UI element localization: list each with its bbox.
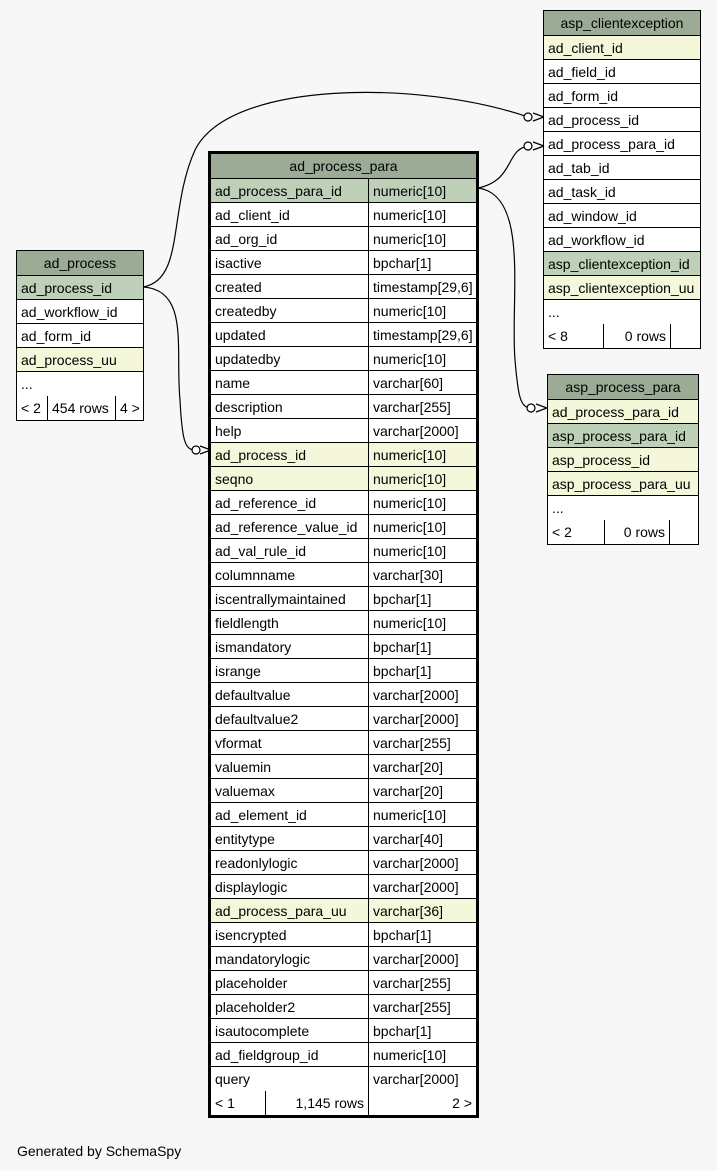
cardinality-circle xyxy=(524,142,532,150)
column-row[interactable] xyxy=(211,827,476,851)
column-name: query xyxy=(211,1067,368,1091)
column-name: ... xyxy=(17,372,143,396)
table-ad-process[interactable] xyxy=(16,250,144,421)
column-row[interactable] xyxy=(211,443,476,467)
column-row[interactable] xyxy=(544,60,700,84)
column-type: numeric[10] xyxy=(368,443,476,466)
column-name: ad_form_id xyxy=(17,324,143,347)
column-name: ad_process_para_id xyxy=(211,179,368,202)
column-row[interactable] xyxy=(211,203,476,227)
column-name: ad_val_rule_id xyxy=(211,539,368,562)
column-name: ad_client_id xyxy=(211,203,368,226)
column-row[interactable] xyxy=(211,563,476,587)
column-row[interactable] xyxy=(211,851,476,875)
column-name: ad_process_id xyxy=(211,443,368,466)
column-type: varchar[20] xyxy=(368,755,476,778)
column-row[interactable] xyxy=(211,515,476,539)
column-type: varchar[36] xyxy=(368,899,476,922)
column-row[interactable] xyxy=(211,419,476,443)
children-count: 4 > xyxy=(115,396,143,420)
table-title: asp_process_para xyxy=(548,375,698,400)
column-name: ad_client_id xyxy=(544,36,700,59)
column-name: ad_process_para_id xyxy=(544,132,700,155)
column-row[interactable] xyxy=(211,539,476,563)
column-row[interactable] xyxy=(211,227,476,251)
column-name: created xyxy=(211,275,368,298)
column-name: asp_process_para_id xyxy=(548,424,698,447)
row-count: 0 rows xyxy=(604,520,669,544)
column-name: name xyxy=(211,371,368,394)
column-row[interactable] xyxy=(544,228,700,252)
column-name: ad_process_id xyxy=(17,276,143,299)
cardinality-circle xyxy=(192,446,200,454)
column-type: varchar[30] xyxy=(368,563,476,586)
column-row[interactable] xyxy=(211,491,476,515)
column-type: numeric[10] xyxy=(368,515,476,538)
column-row[interactable] xyxy=(211,923,476,947)
column-row[interactable] xyxy=(211,467,476,491)
column-row[interactable] xyxy=(211,971,476,995)
column-name: valuemax xyxy=(211,779,368,802)
column-name: isencrypted xyxy=(211,923,368,946)
column-name: asp_clientexception_id xyxy=(544,252,700,275)
column-name: ad_process_uu xyxy=(17,348,143,371)
column-type: varchar[255] xyxy=(368,395,476,418)
column-row[interactable] xyxy=(544,36,700,60)
column-name: iscentrallymaintained xyxy=(211,587,368,610)
column-name: fieldlength xyxy=(211,611,368,634)
column-row[interactable] xyxy=(211,347,476,371)
table-footer xyxy=(211,1091,476,1115)
column-row[interactable] xyxy=(544,132,700,156)
column-row[interactable] xyxy=(544,180,700,204)
column-name: ad_workflow_id xyxy=(17,300,143,323)
column-name: defaultvalue xyxy=(211,683,368,706)
column-row[interactable] xyxy=(211,611,476,635)
column-type: varchar[255] xyxy=(368,971,476,994)
column-name: asp_process_para_uu xyxy=(548,472,698,495)
column-name: ad_form_id xyxy=(544,84,700,107)
column-name: mandatorylogic xyxy=(211,947,368,970)
children-count xyxy=(670,324,700,348)
relationship-para-to-asp-process-para xyxy=(478,188,531,408)
column-name: defaultvalue2 xyxy=(211,707,368,730)
column-row[interactable] xyxy=(211,275,476,299)
column-name: valuemin xyxy=(211,755,368,778)
column-type: bpchar[1] xyxy=(368,659,476,682)
column-name: isautocomplete xyxy=(211,1019,368,1042)
column-row[interactable] xyxy=(211,683,476,707)
table-asp-process-para[interactable] xyxy=(547,374,699,545)
children-count xyxy=(669,520,698,544)
column-name: asp_process_id xyxy=(548,448,698,471)
table-footer xyxy=(548,520,698,544)
cardinality-circle xyxy=(524,113,532,121)
row-count: 1,145 rows xyxy=(265,1091,368,1115)
column-name: ad_element_id xyxy=(211,803,368,826)
column-name: isrange xyxy=(211,659,368,682)
column-name: vformat xyxy=(211,731,368,754)
column-name: ad_reference_value_id xyxy=(211,515,368,538)
parents-count: < 2 xyxy=(552,524,572,540)
column-name: ad_process_para_id xyxy=(548,400,698,423)
table-footer xyxy=(544,324,700,348)
column-row[interactable] xyxy=(211,803,476,827)
column-name: ad_reference_id xyxy=(211,491,368,514)
column-row[interactable] xyxy=(211,875,476,899)
column-row[interactable] xyxy=(211,731,476,755)
column-type: varchar[60] xyxy=(368,371,476,394)
column-name: ad_fieldgroup_id xyxy=(211,1043,368,1066)
column-type: numeric[10] xyxy=(368,347,476,370)
column-row[interactable] xyxy=(211,179,476,203)
column-type: timestamp[29,6] xyxy=(368,323,476,346)
column-name: ad_field_id xyxy=(544,60,700,83)
column-row[interactable] xyxy=(544,84,700,108)
column-row[interactable] xyxy=(544,204,700,228)
column-row[interactable] xyxy=(211,635,476,659)
table-title: ad_process xyxy=(17,251,143,276)
column-name: ad_window_id xyxy=(544,204,700,227)
parents-count: < 8 xyxy=(548,328,568,344)
column-row[interactable] xyxy=(17,324,143,348)
column-name: createdby xyxy=(211,299,368,322)
column-type: timestamp[29,6] xyxy=(368,275,476,298)
column-name: ad_workflow_id xyxy=(544,228,700,251)
table-title: asp_clientexception xyxy=(544,11,700,36)
column-name: ... xyxy=(548,496,698,520)
column-row[interactable] xyxy=(544,156,700,180)
column-row[interactable] xyxy=(548,448,698,472)
column-row[interactable] xyxy=(17,348,143,372)
column-row[interactable] xyxy=(548,400,698,424)
column-row[interactable] xyxy=(211,299,476,323)
column-name: ad_tab_id xyxy=(544,156,700,179)
column-type: varchar[2000] xyxy=(368,707,476,730)
column-type: numeric[10] xyxy=(368,467,476,490)
column-name: ismandatory xyxy=(211,635,368,658)
row-count: 454 rows xyxy=(47,396,115,420)
column-type: varchar[255] xyxy=(368,731,476,754)
cardinality-circle xyxy=(527,404,535,412)
column-row[interactable] xyxy=(544,252,700,276)
column-type: numeric[10] xyxy=(368,203,476,226)
column-name: description xyxy=(211,395,368,418)
column-row[interactable] xyxy=(211,251,476,275)
column-type: numeric[10] xyxy=(368,803,476,826)
column-type: numeric[10] xyxy=(368,539,476,562)
column-row[interactable] xyxy=(211,371,476,395)
table-title: ad_process_para xyxy=(211,154,476,179)
column-row[interactable] xyxy=(211,323,476,347)
column-row[interactable] xyxy=(211,659,476,683)
column-name: ad_task_id xyxy=(544,180,700,203)
column-type: varchar[2000] xyxy=(368,419,476,442)
parents-count: < 2 xyxy=(21,400,41,416)
column-row[interactable] xyxy=(17,276,143,300)
column-type: varchar[2000] xyxy=(368,947,476,970)
column-row[interactable] xyxy=(544,276,700,300)
column-type: varchar[2000] xyxy=(368,683,476,706)
column-name: entitytype xyxy=(211,827,368,850)
column-type: varchar[2000] xyxy=(368,851,476,874)
column-name: asp_clientexception_uu xyxy=(544,276,700,299)
column-type: bpchar[1] xyxy=(368,1019,476,1042)
column-row[interactable] xyxy=(211,899,476,923)
column-row[interactable] xyxy=(544,300,700,324)
column-name: columnname xyxy=(211,563,368,586)
column-type: numeric[10] xyxy=(368,491,476,514)
column-name: isactive xyxy=(211,251,368,274)
row-count: 0 rows xyxy=(603,324,670,348)
column-row[interactable] xyxy=(211,1019,476,1043)
column-type: numeric[10] xyxy=(368,179,476,202)
column-type: bpchar[1] xyxy=(368,635,476,658)
generated-by-label: Generated by SchemaSpy xyxy=(17,1143,182,1159)
column-name: ad_process_para_uu xyxy=(211,899,368,922)
column-type: varchar[20] xyxy=(368,779,476,802)
column-row[interactable] xyxy=(17,300,143,324)
column-name: seqno xyxy=(211,467,368,490)
column-name: help xyxy=(211,419,368,442)
column-type: bpchar[1] xyxy=(368,251,476,274)
column-type: numeric[10] xyxy=(368,299,476,322)
column-name: placeholder2 xyxy=(211,995,368,1018)
column-type: bpchar[1] xyxy=(368,587,476,610)
column-row[interactable] xyxy=(211,395,476,419)
table-footer xyxy=(17,396,143,420)
column-name: ... xyxy=(544,300,700,324)
column-name: updatedby xyxy=(211,347,368,370)
children-count: 2 > xyxy=(368,1091,476,1115)
column-row[interactable] xyxy=(211,947,476,971)
column-row[interactable] xyxy=(211,707,476,731)
column-row[interactable] xyxy=(211,755,476,779)
column-name: ad_org_id xyxy=(211,227,368,250)
column-type: numeric[10] xyxy=(368,1043,476,1066)
column-row[interactable] xyxy=(17,372,143,396)
column-type: varchar[40] xyxy=(368,827,476,850)
column-name: ad_process_id xyxy=(544,108,700,131)
column-type: varchar[2000] xyxy=(368,875,476,898)
column-row[interactable] xyxy=(548,424,698,448)
relationship-process-to-process-para xyxy=(143,287,195,450)
column-name: placeholder xyxy=(211,971,368,994)
column-row[interactable] xyxy=(211,1043,476,1067)
table-ad-process-para[interactable] xyxy=(208,151,479,1118)
column-row[interactable] xyxy=(211,779,476,803)
column-row[interactable] xyxy=(548,472,698,496)
column-row[interactable] xyxy=(211,587,476,611)
column-row[interactable] xyxy=(211,995,476,1019)
column-name: readonlylogic xyxy=(211,851,368,874)
relationship-para-to-clientexception xyxy=(478,146,528,188)
column-row[interactable] xyxy=(211,1067,476,1091)
column-name: updated xyxy=(211,323,368,346)
column-name: displaylogic xyxy=(211,875,368,898)
column-type: bpchar[1] xyxy=(368,923,476,946)
column-row[interactable] xyxy=(544,108,700,132)
table-asp-clientexception[interactable] xyxy=(543,10,701,349)
column-type: varchar[2000] xyxy=(368,1067,476,1091)
parents-count: < 1 xyxy=(215,1095,235,1111)
column-type: numeric[10] xyxy=(368,611,476,634)
column-row[interactable] xyxy=(548,496,698,520)
column-type: numeric[10] xyxy=(368,227,476,250)
column-type: varchar[255] xyxy=(368,995,476,1018)
